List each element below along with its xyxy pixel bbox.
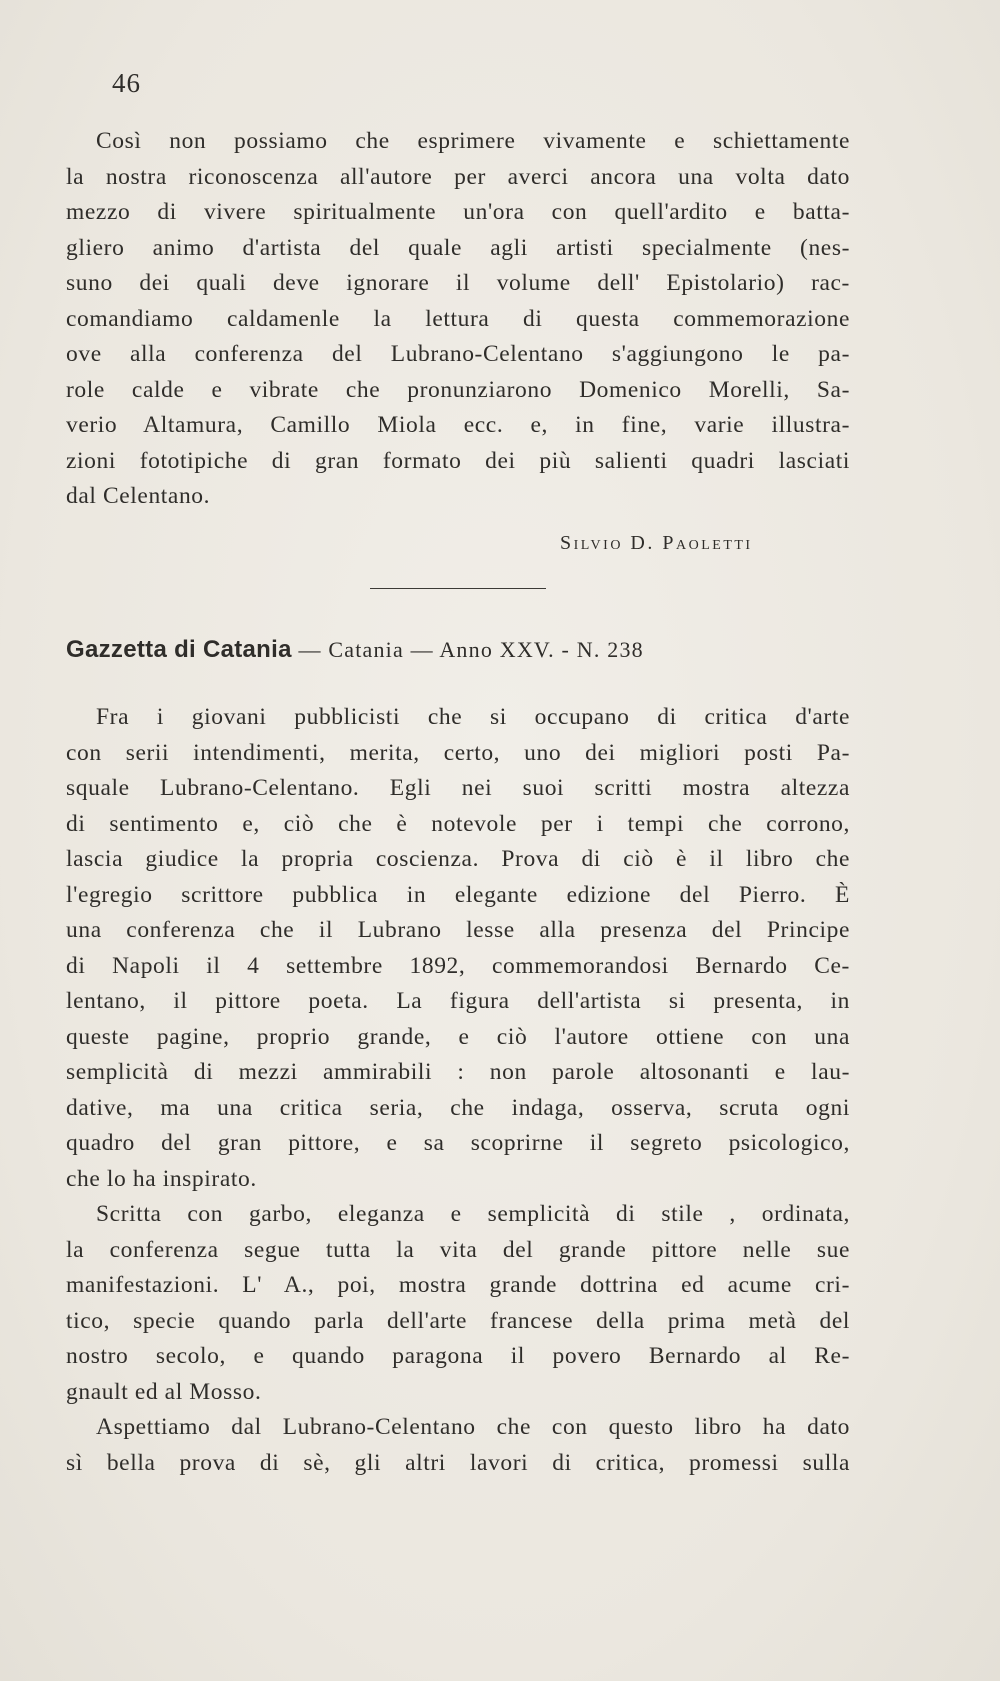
text-line: verio Altamura, Camillo Miola ecc. e, in fine, varie illustra- [66,412,850,438]
text-line: con serii intendimenti, merita, certo, uno dei migliori posti Pa- [66,739,850,766]
text-line: role calde e vibrate che pronunziarono Domenico Morelli, Sa- [66,376,850,403]
text-line: Fra i giovani pubblicisti che si occupano di critica d'arte [96,704,850,730]
text-line: zioni fototipiche di gran formato dei più salienti quadri lasciati [66,447,850,474]
text-line: Aspettiamo dal Lubrano-Celentano che con questo libro ha dato [96,1414,850,1440]
text-line: Scritta con garbo, eleganza e semplicità di stile , ordinata, [96,1201,850,1227]
text-line: una conferenza che il Lubrano lesse alla presenza del Principe [66,917,850,943]
review-1-text [66,124,850,515]
text-line: gnault ed al Mosso. [66,1378,262,1405]
publication-details: — Catania — Anno XXV. - N. 238 [291,637,644,662]
text-line: suno dei quali deve ignorare il volume dell' Epistolario) rac- [66,270,850,296]
text-line: lentano, il pittore poeta. La figura dell'artista si presenta, in [66,988,850,1014]
text-line: semplicità di mezzi ammirabili : non parole altosonanti e lau- [66,1059,850,1085]
text-line: gliero animo d'artista del quale agli artisti specialmente (nes- [66,234,850,261]
review-2-paragraph-2 [66,1197,850,1410]
text-line: Così non possiamo che esprimere vivamente e schiettamente [96,128,850,154]
text-line: quadro del gran pittore, e sa scoprirne il segreto psicologico, [66,1130,850,1156]
text-line: la nostra riconoscenza all'autore per averci ancora una volta dato [66,163,850,190]
text-line: che lo ha inspirato. [66,1165,257,1192]
author-signature: Silvio D. Paoletti [560,532,753,554]
page-number: 46 [112,68,141,98]
text-line: dal Celentano. [66,483,211,509]
text-line: mezzo di vivere spiritualmente un'ora con quell'ardito e batta- [66,199,850,225]
text-line: squale Lubrano-Celentano. Egli nei suoi scritti mostra altezza [66,775,850,801]
text-line: lascia giudice la propria coscienza. Prova di ciò è il libro che [66,846,850,872]
review-1-paragraph [66,124,850,515]
publication-heading [66,636,850,664]
text-line: comandiamo caldamenle la lettura di questa commemorazione [66,305,850,332]
review-2-text [66,700,850,1481]
text-line: sì bella prova di sè, gli altri lavori di critica, promessi sulla [66,1449,850,1476]
text-line: manifestazioni. L' A., poi, mostra grande dottrina ed acume cri- [66,1272,850,1298]
text-line: di sentimento e, ciò che è notevole per i tempi che corrono, [66,810,850,837]
text-line: l'egregio scrittore pubblica in elegante edizione del Pierro. È [66,881,850,908]
section-divider [370,588,546,589]
review-2-paragraph-3 [66,1410,850,1481]
review-2-paragraph-1 [66,700,850,1197]
text-line: ove alla conferenza del Lubrano-Celentano s'aggiungono le pa- [66,341,850,367]
text-line: nostro secolo, e quando paragona il povero Bernardo al Re- [66,1343,850,1369]
publication-name: Gazzetta di Catania [66,636,292,663]
text-line: tico, specie quando parla dell'arte francese della prima metà del [66,1307,850,1334]
text-line: la conferenza segue tutta la vita del grande pittore nelle sue [66,1236,850,1263]
text-line: dative, ma una critica seria, che indaga, osserva, scruta ogni [66,1094,850,1121]
text-line: di Napoli il 4 settembre 1892, commemorandosi Bernardo Ce- [66,952,850,979]
text-line: queste pagine, proprio grande, e ciò l'autore ottiene con una [66,1023,850,1050]
